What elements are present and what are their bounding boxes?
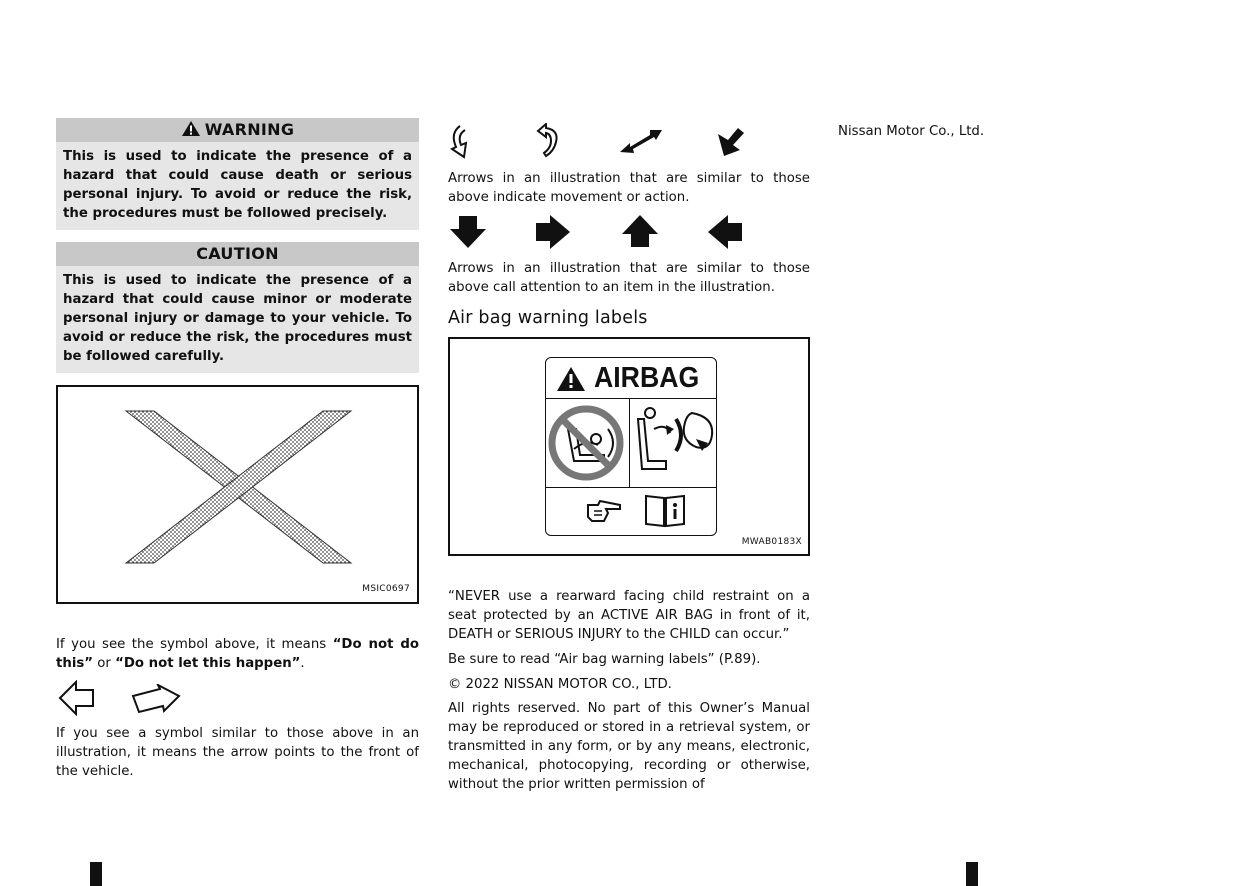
airbag-figure-code: MWAB0183X [741,537,802,547]
airbag-section-heading: Air bag warning labels [448,308,648,328]
copyright-text: © 2022 NISSAN MOTOR CO., LTD. [448,677,672,692]
pointing-hand-icon [586,499,624,523]
symbol-text-suffix: . [300,656,305,671]
seat-position-panel [630,399,716,487]
push-arrow-icon [714,126,746,158]
airbag-label [545,357,717,536]
airbag-label-header [546,358,716,399]
no-child-seat-panel [546,399,630,487]
symbol-text-bold-2: “Do not let this happen” [115,656,301,671]
never-warning-text: “NEVER use a rearward facing child restraint on a seat protected by an ACTIVE AIR BAG in front of it, DEATH or SERIOUS INJURY to the CHILD can occur.” [448,589,810,642]
airbag-label-divider [546,487,716,488]
warning-body: This is used to indicate the presence of a hazard that could cause death or serious personal injury. To avoid or reduce the risk, the procedures must be followed precisely. [56,142,419,230]
arrow-left-icon [707,214,743,250]
symbol-explanation [56,635,419,673]
read-reference-text: Be sure to read “Air bag warning labels” (P.89). [448,652,761,667]
rotate-arrow-icon [532,123,562,159]
do-not-figure [56,385,419,604]
manual-book-icon [644,492,686,528]
curved-arrow-icon [448,123,478,159]
double-arrow-icon [618,126,664,156]
x-mark-icon [58,387,417,602]
no-rear-facing-child-seat-icon [546,399,629,487]
symbol-text-bold-1: “Do not do this” [56,637,420,671]
arrow-down-icon [449,215,487,249]
warning-header [56,118,419,142]
front-arrow-left-icon [58,680,98,716]
symbol-text-middle: or [93,656,116,671]
warning-triangle-icon [556,366,586,392]
front-arrow-right-icon [130,684,182,714]
warning-title: WARNING [204,120,295,139]
rights-text: All rights reserved. No part of this Owner’s Manual may be reproduced or stored in a retrieval system, or transmitted in any form, or by any means, electronic, mechanical, photocopying, recording or otherwise, without the prior written permission of [448,701,810,792]
front-arrows-explanation: If you see a symbol similar to those above in an illustration, it means the arrow points to the front of the vehicle. [56,726,419,779]
arrow-up-icon [621,214,659,248]
symbol-text-prefix: If you see the symbol above, it means [56,637,333,652]
airbag-label-figure [448,337,810,556]
crop-mark-left [90,862,102,886]
airbag-label-title: AIRBAG [594,362,700,394]
attention-arrows-explanation: Arrows in an illustration that are similar to those above call attention to an item in the illustration. [448,261,810,295]
caution-body: This is used to indicate the presence of a hazard that could cause minor or moderate personal injury or damage to your vehicle. To avoid or reduce the risk, the procedures must be followed carefully. [56,266,419,373]
seat-airbag-icon [630,399,716,487]
caution-title: CAUTION [196,244,279,263]
company-name: Nissan Motor Co., Ltd. [838,124,985,139]
crop-mark-right [966,862,978,886]
movement-arrows-explanation: Arrows in an illustration that are similar to those above indicate movement or action. [448,171,810,205]
warning-triangle-icon [181,120,201,137]
figure-code: MSIC0697 [362,584,410,594]
arrow-right-icon [535,214,571,250]
caution-box [56,242,419,373]
caution-header [56,242,419,266]
warning-box [56,118,419,230]
